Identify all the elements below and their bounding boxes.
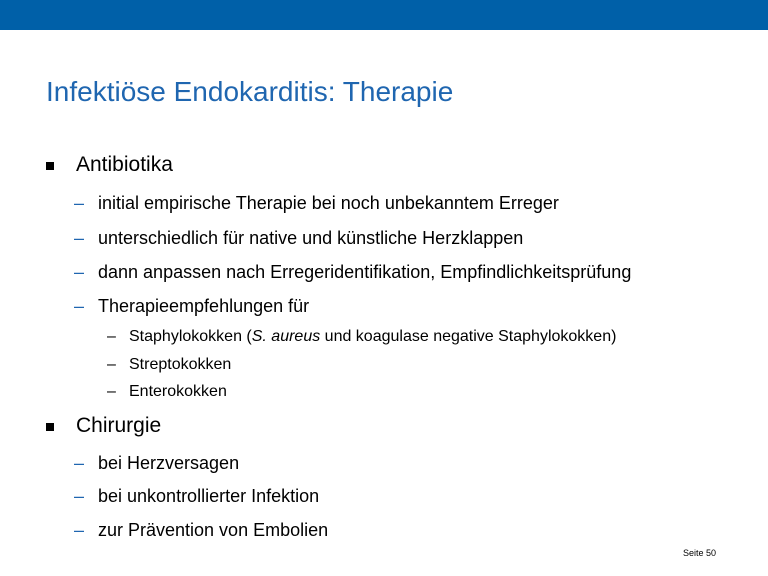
species-name: S. aureus: [251, 328, 321, 345]
list-item-text: zur Prävention von Embolien: [98, 520, 329, 540]
bullet-label: Antibiotika: [76, 153, 173, 176]
dash-icon: –: [74, 296, 85, 316]
dash-icon: –: [74, 486, 85, 506]
list-item-text: Therapieempfehlungen für: [98, 296, 310, 316]
list-item-text: unterschiedlich für native und künstliche Herzklappen: [98, 228, 524, 248]
square-bullet-icon: [46, 423, 54, 431]
dash-icon: –: [74, 520, 85, 540]
dash-icon: –: [74, 453, 85, 473]
slide-title: Infektiöse Endokarditis: Therapie: [46, 76, 454, 107]
page-number: Seite 50: [682, 548, 716, 558]
dash-icon: –: [107, 356, 116, 373]
dash-icon: –: [107, 328, 116, 345]
bullet-label: Chirurgie: [76, 414, 162, 437]
list-item-text: initial empirische Therapie bei noch unbekanntem Erreger: [98, 193, 559, 213]
header-bar: [0, 0, 768, 30]
list-item-text: bei unkontrollierter Infektion: [98, 486, 320, 506]
sub-list-item-text: Streptokokken: [129, 356, 232, 373]
dash-icon: –: [107, 383, 116, 400]
dash-icon: –: [74, 193, 85, 213]
sub-list-item-text: Enterokokken: [129, 383, 227, 400]
dash-icon: –: [74, 228, 85, 248]
dash-icon: –: [74, 262, 85, 282]
list-item-text: bei Herzversagen: [98, 453, 240, 473]
list-item-text: dann anpassen nach Erregeridentifikation, Empfindlichkeitsprüfung: [98, 262, 632, 282]
sub-list-item-text: Staphylokokken (S. aureus und koagulase negative Staphylokokken): [129, 328, 617, 345]
square-bullet-icon: [46, 162, 54, 170]
